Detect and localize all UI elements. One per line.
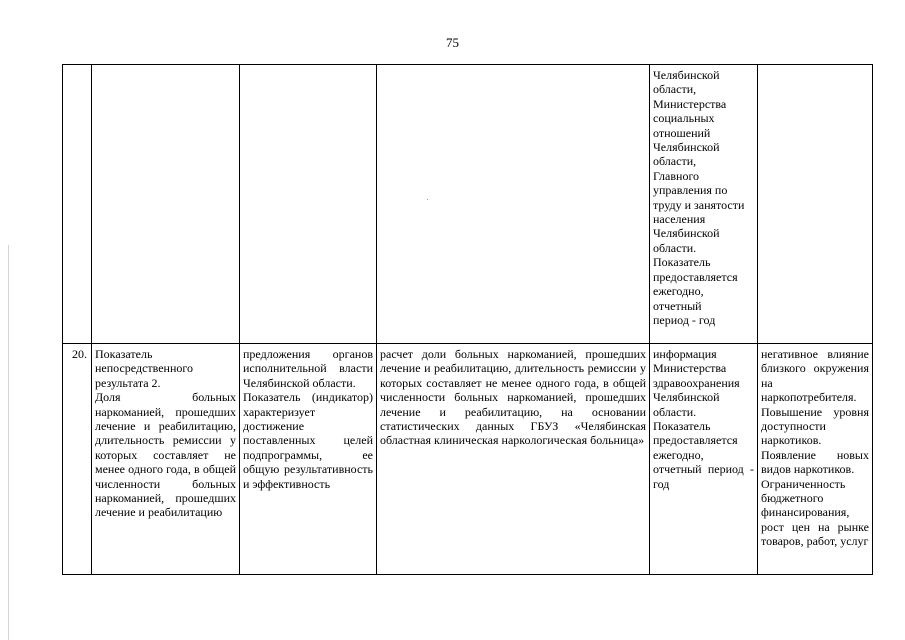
source-cell xyxy=(650,344,758,575)
table-row xyxy=(63,344,873,575)
source-text: информация Министерства здравоохранения Челябинской области. Показатель предоставляется ежегодно, отчетный период - год xyxy=(653,347,754,491)
method-cell xyxy=(377,65,650,344)
table-row xyxy=(63,65,873,344)
factors-text: негативное влияние близкого окружения на наркопотребителя. Повышение уровня доступности наркотиков. Появление новых видов наркотиков. Ограниченность бюджетного финансирования, рост цен на рынке товаров, работ, услуг xyxy=(761,347,869,549)
method-cell xyxy=(377,344,650,575)
indicator-cell xyxy=(92,344,240,575)
method-text: расчет доли больных наркоманией, прошедших лечение и реабилитацию, длительность ремиссии у которых составляет не менее одного года, в общей численности больных наркоманией, прошедших лечение и реабилитацию, на основании статистических данных ГБУЗ «Челябинская областная клиническая наркологическая больница» xyxy=(380,347,646,448)
basis-cell xyxy=(240,65,377,344)
page-number: 75 xyxy=(446,35,459,50)
row-number-cell: 20. xyxy=(63,344,92,575)
scan-speck xyxy=(427,199,428,200)
source-text: Челябинской области, Министерства социальных отношений Челябинской области, Главного управления по труду и занятости населения Челябинской области. Показатель предоставляется ежегодно, отчетный период - год xyxy=(653,68,745,327)
factors-cell xyxy=(758,65,873,344)
basis-cell xyxy=(240,344,377,575)
indicator-text: Показатель непосредственного результата 2. Доля больных наркоманией, прошедших лечение и реабилитацию, длительность ремиссии у которых составляет не менее одного года, в общей численности больных наркоманией, прошедших лечение и реабилитацию xyxy=(95,347,236,520)
indicator-table xyxy=(62,64,873,575)
factors-cell xyxy=(758,344,873,575)
basis-text: предложения органов исполнительной власти Челябинской области. Показатель (индикатор) характеризует достижение поставленных целей подпрограммы, ее общую результативность и эффективность xyxy=(243,347,373,491)
source-cell xyxy=(650,65,758,344)
indicator-cell xyxy=(92,65,240,344)
scan-margin-line xyxy=(8,245,9,640)
row-number-cell xyxy=(63,65,92,344)
